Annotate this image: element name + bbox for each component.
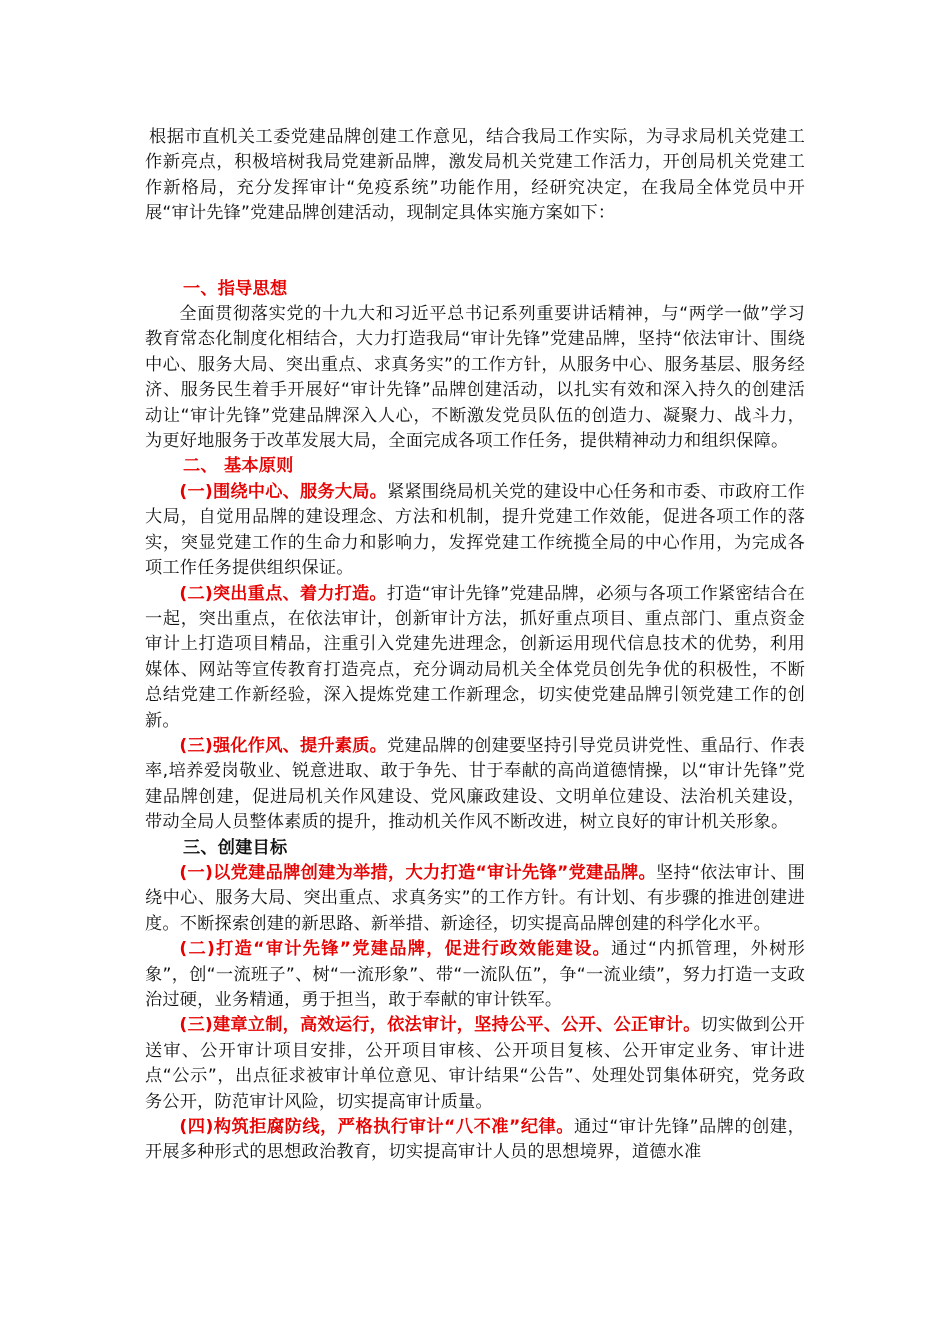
goal-lead: (一)以党建品牌创建为举措，大力打造“审计先锋”党建品牌。 bbox=[179, 862, 656, 883]
goal-lead: (三)建章立制，高效运行，依法审计，坚持公平、公开、公正审计。 bbox=[179, 1015, 701, 1036]
goal-text: 坚持“依法审计、围绕中心、服务大局、突出重点、求真务实”的工作方针。有计划、有步骤的推进创建进度。不断探索创建的新思路、新举措、新途径，切实提高品牌创建的科学化水平。 bbox=[145, 862, 805, 934]
goal-text: 切实做到公开送审、公开审计项目安排，公开项目审核、公开项目复核、公开审定业务、审计进点“公示”，出点征求被审计单位意见、审计结果“公告”、处理处罚集体研究，党务政务公开，防范审计风险，切实提高审计质量。 bbox=[145, 1015, 806, 1112]
section-heading-guiding-ideology: 一、指导思想 bbox=[183, 278, 288, 299]
intro-paragraph: 根据市直机关工委党建品牌创建工作意见，结合我局工作实际，为寻求局机关党建工作新亮点，积极培树我局党建新品牌，激发局机关党建工作活力，开创局机关党建工作新格局，充分发挥审计“免疫系统”功能作用，经研究决定，在我局全体党员中开展“审计先锋”党建品牌创建活动，现制定具体实施方案如下： bbox=[145, 127, 805, 224]
principle-text: 打造“审计先锋”党建品牌，必须与各项工作紧密结合在一起，突出重点，在依法审计，创新审计方法，抓好重点项目、重点部门、重点资金审计上打造项目精品，注重引入党建先进理念，创新运用现代信息技术的优势，利用媒体、网站等宣传教育打造亮点，充分调动局机关全体党员创先争优的积极性，不断总结党建工作新经验，深入提炼党建工作新理念，切实使党建品牌引领党建工作的创新。 bbox=[145, 583, 806, 731]
goal-lead: (二)打造“审计先锋”党建品牌，促进行政效能建设。 bbox=[179, 939, 612, 960]
section-heading-goals: 三、创建目标 bbox=[183, 837, 288, 858]
principle-paragraph bbox=[145, 480, 805, 582]
goal-paragraph bbox=[145, 1115, 805, 1166]
spacer bbox=[145, 227, 805, 277]
principle-lead: (一)围绕中心、服务大局。 bbox=[179, 481, 388, 502]
principle-text: 紧紧围绕局机关党的建设中心任务和市委、市政府工作大局，自觉用品牌的建设理念、方法和机制，提升党建工作效能，促进各项工作的落实，突显党建工作的生命力和影响力，发挥党建工作统揽全局的中心作用，为完成各项工作任务提供组织保证。 bbox=[145, 481, 806, 579]
goal-text: 通过“内抓管理，外树形象”，创“一流班子”、树“一流形象”、带“一流队伍”，争“一流业绩”，努力打造一支政治过硬，业务精通，勇于担当，敢于奉献的审计铁军。 bbox=[145, 939, 805, 1010]
principle-text: 党建品牌的创建要坚持引导党员讲党性、重品行、作表率,培养爱岗敬业、锐意进取、敢于争先、甘于奉献的高尚道德情操，以“审计先锋”党建品牌创建，促进局机关作风建设、党风廉政建设、文明单位建设、法治机关建设，带动全局人员整体素质的提升，推动机关作风不断改进，树立良好的审计机关形象。 bbox=[145, 735, 806, 833]
goal-lead: (四)构筑拒腐防线，严格执行审计“八不准”纪律。 bbox=[179, 1117, 574, 1138]
principle-lead: (二)突出重点、着力打造。 bbox=[179, 583, 387, 604]
goal-paragraph bbox=[145, 861, 805, 937]
principle-lead: (三)强化作风、提升素质。 bbox=[179, 735, 388, 756]
section-body-guiding-ideology: 全面贯彻落实党的十九大和习近平总书记系列重要讲话精神，与“两学一做”学习教育常态化制度化相结合，大力打造我局“审计先锋”党建品牌，坚持“依法审计、围绕中心、服务大局、突出重点、求真务实”的工作方针，从服务中心、服务基层、服务经济、服务民生着手开展好“审计先锋”品牌创建活动，以扎实有效和深入持久的创建活动让“审计先锋”党建品牌深入人心，不断激发党员队伍的创造力、凝聚力、战斗力，为更好地服务于改革发展大局，全面完成各项工作任务，提供精神动力和组织保障。 bbox=[145, 304, 805, 452]
principle-paragraph bbox=[145, 734, 805, 836]
goal-text: 通过“审计先锋”品牌的创建，开展多种形式的思想政治教育，切实提高审计人员的思想境界，道德水准 bbox=[145, 1117, 805, 1163]
section-heading-basic-principles: 二、 基本原则 bbox=[183, 456, 294, 477]
principle-paragraph bbox=[145, 582, 805, 734]
goal-paragraph bbox=[145, 1013, 805, 1115]
goal-paragraph bbox=[145, 937, 805, 1013]
